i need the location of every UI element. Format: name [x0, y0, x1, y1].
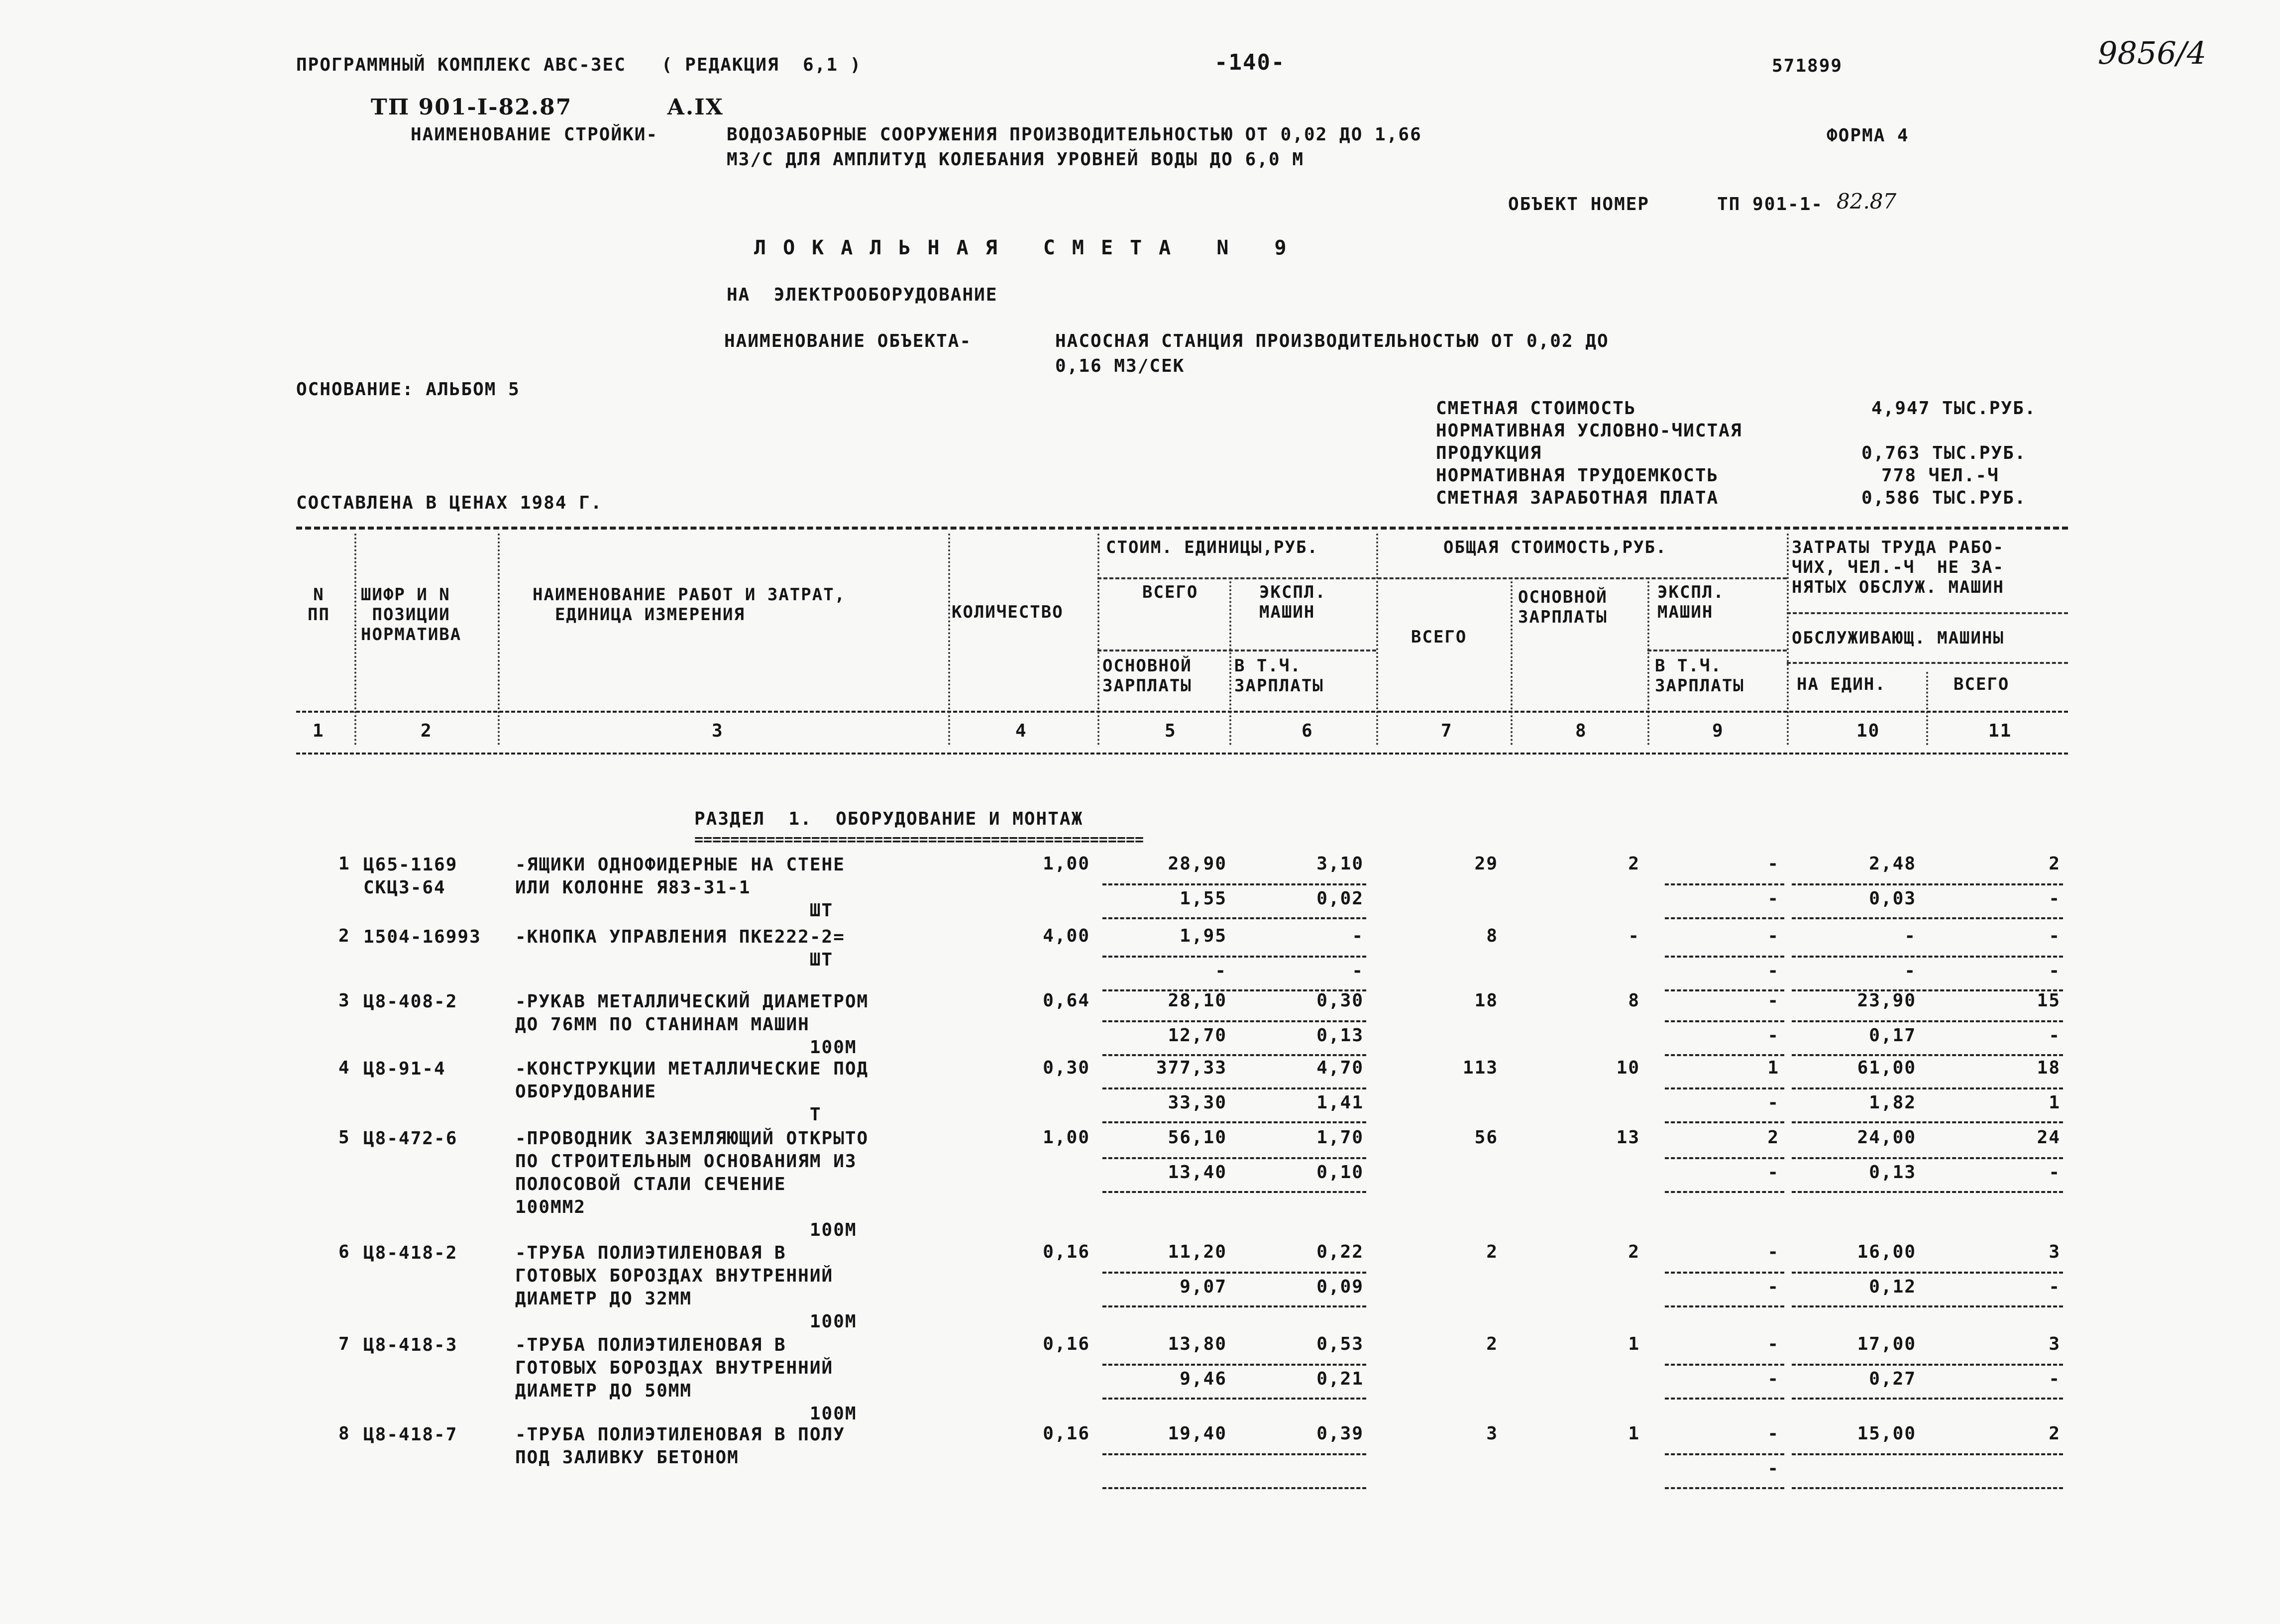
row-labor-divider [1792, 1398, 2063, 1400]
column-number: 9 [1712, 721, 1724, 741]
row-labor-total: 3 [2049, 1334, 2061, 1354]
row-code: 1504-16993 [363, 927, 481, 947]
row-number: 2 [338, 926, 350, 946]
row-service-total: - [2049, 888, 2061, 909]
row-total-incl-wage: - [1767, 1458, 1779, 1479]
row-mach-divider [1665, 989, 1784, 991]
object-number-handwritten: 82.87 [1837, 189, 1897, 214]
row-labor-unit: 16,00 [1857, 1242, 1916, 1262]
row-cost-divider [1102, 1305, 1366, 1307]
column-numbers-rule [296, 753, 2068, 755]
row-total-base-wage: 1 [1628, 1334, 1640, 1354]
row-unit-incl-wage: 0,10 [1316, 1162, 1364, 1183]
row-unit-total: 28,90 [1168, 854, 1227, 874]
row-service-unit: - [1904, 961, 1916, 981]
header-subrule [1097, 577, 1787, 579]
col-header-name: НАИМЕНОВАНИЕ РАБОТ И ЗАТРАТ, ЕДИНИЦА ИЗМЕРЕНИЯ [533, 585, 846, 625]
column-number: 7 [1441, 721, 1453, 741]
album-code: А.IX [667, 95, 724, 120]
header-bottom-rule [296, 711, 2068, 713]
row-total: 18 [1474, 990, 1498, 1011]
col-header-unit-machines: ЭКСПЛ. МАШИН [1259, 582, 1326, 622]
row-service-total: - [2049, 1025, 2061, 1046]
summary-value: 0,763 ТЫС.РУБ. [1861, 443, 2027, 463]
price-level: СОСТАВЛЕНА В ЦЕНАХ 1984 Г. [296, 493, 603, 513]
column-number: 3 [712, 721, 724, 741]
row-service-unit: 0,12 [1869, 1277, 1916, 1297]
row-total-machines: 1 [1767, 1058, 1779, 1078]
row-code: Ц8-408-2 [363, 991, 458, 1012]
summary-value: 0,586 ТЫС.РУБ. [1861, 488, 2027, 508]
row-service-unit: 0,03 [1869, 888, 1916, 909]
row-labor-divider [1792, 1272, 2063, 1274]
column-number: 8 [1575, 721, 1587, 741]
row-quantity: 0,64 [1043, 990, 1090, 1011]
row-quantity: 4,00 [1043, 926, 1090, 946]
row-name: -ПРОВОДНИК ЗАЗЕМЛЯЮЩИЙ ОТКРЫТО ПО СТРОИТЕЛЬНЫМ ОСНОВАНИЯМ ИЗ ПОЛОСОВОЙ СТАЛИ СЕЧЕНИЕ 100ММ2 100М [515, 1128, 869, 1240]
row-mach-divider [1665, 1054, 1784, 1056]
row-service-unit: 1,82 [1869, 1092, 1916, 1113]
row-labor-unit: 23,90 [1857, 990, 1916, 1011]
col-header-code: ШИФР И N ПОЗИЦИИ НОРМАТИВА [361, 585, 462, 645]
column-number: 4 [1015, 721, 1027, 741]
row-cost-divider [1102, 1191, 1366, 1193]
row-unit-machines: 0,30 [1316, 990, 1364, 1011]
row-cost-divider [1102, 1157, 1366, 1159]
row-unit-base-wage: - [1215, 961, 1227, 981]
column-divider [1229, 577, 1231, 745]
row-total-machines: - [1767, 926, 1779, 946]
row-unit-machines: - [1352, 926, 1364, 946]
col-header-number: N ПП [308, 585, 330, 625]
row-name: -ТРУБА ПОЛИЭТИЛЕНОВАЯ В ГОТОВЫХ БОРОЗДАХ ВНУТРЕННИЙ ДИАМЕТР ДО 50ММ 100М [515, 1335, 857, 1424]
row-total: 8 [1486, 926, 1498, 946]
column-number: 1 [313, 721, 325, 741]
section-underline: ================================================== [694, 831, 1144, 849]
row-labor-divider [1792, 989, 2063, 991]
row-number: 7 [338, 1334, 350, 1354]
object-number: ТП 901-1- [1717, 194, 1824, 215]
row-labor-divider [1792, 1157, 2063, 1159]
row-unit-machines: 0,22 [1316, 1242, 1364, 1262]
table-top-rule [296, 527, 2068, 530]
row-labor-total: 3 [2049, 1242, 2061, 1262]
row-total-incl-wage: - [1767, 1025, 1779, 1046]
page-number: -140- [1214, 50, 1286, 75]
estimate-subtitle: НА ЭЛЕКТРООБОРУДОВАНИЕ [727, 285, 998, 305]
row-labor-divider [1792, 1121, 2063, 1123]
row-total-machines: 2 [1767, 1127, 1779, 1148]
row-unit-machines: 0,39 [1316, 1423, 1364, 1444]
construction-line-2: М3/С ДЛЯ АМПЛИТУД КОЛЕБАНИЯ УРОВНЕЙ ВОДЫ ДО 6,0 М [727, 149, 1304, 170]
row-unit-base-wage: 9,46 [1180, 1369, 1227, 1389]
row-total-machines: - [1767, 854, 1779, 874]
row-labor-divider [1792, 1305, 2063, 1307]
row-total: 113 [1462, 1058, 1498, 1078]
row-cost-divider [1102, 1121, 1366, 1123]
row-cost-divider [1102, 1020, 1366, 1022]
row-quantity: 0,16 [1043, 1334, 1090, 1354]
row-service-total: - [2049, 1277, 2061, 1297]
header-subrule [1647, 650, 1787, 651]
row-total-base-wage: - [1628, 926, 1640, 946]
construction-line-1: ВОДОЗАБОРНЫЕ СООРУЖЕНИЯ ПРОИЗВОДИТЕЛЬНОСТЬЮ ОТ 0,02 ДО 1,66 [727, 124, 1422, 145]
col-header-labor: ЗАТРАТЫ ТРУДА РАБО- ЧИХ, ЧЕЛ.-Ч НЕ ЗА- НЯТЫХ ОБСЛУЖ. МАШИН [1792, 538, 2004, 597]
summary-label: НОРМАТИВНАЯ УСЛОВНО-ЧИСТАЯ [1436, 421, 1742, 441]
row-labor-unit: 2,48 [1869, 854, 1916, 874]
summary-label: ПРОДУКЦИЯ [1436, 443, 1542, 463]
row-service-unit: 0,13 [1869, 1162, 1916, 1183]
col-header-total-cost: ОБЩАЯ СТОИМОСТЬ,РУБ. [1443, 538, 1667, 557]
row-mach-divider [1665, 917, 1784, 919]
estimate-title: ЛОКАЛЬНАЯ СМЕТА N 9 [754, 236, 1303, 259]
object-name-line-2: 0,16 М3/СЕК [1055, 356, 1185, 376]
row-unit-total: 13,80 [1168, 1334, 1227, 1354]
row-total-base-wage: 8 [1628, 990, 1640, 1011]
column-number: 2 [421, 721, 433, 741]
col-header-labor-service: ОБСЛУЖИВАЮЩ. МАШИНЫ [1792, 628, 2004, 648]
row-mach-divider [1665, 1191, 1784, 1193]
col-header-labor-unit: НА ЕДИН. [1797, 674, 1886, 694]
row-name: -ЯЩИКИ ОДНОФИДЕРНЫЕ НА СТЕНЕ ИЛИ КОЛОННЕ Я83-31-1 ШТ [515, 855, 845, 921]
row-unit-incl-wage: - [1352, 961, 1364, 981]
row-labor-divider [1792, 883, 2063, 885]
row-labor-total: 2 [2049, 854, 2061, 874]
row-service-unit: 0,27 [1869, 1369, 1916, 1389]
row-service-unit: 0,17 [1869, 1025, 1916, 1046]
row-mach-divider [1665, 1157, 1784, 1159]
row-name: -КНОПКА УПРАВЛЕНИЯ ПКЕ222-2= ШТ [515, 927, 845, 970]
construction-label: НАИМЕНОВАНИЕ СТРОЙКИ- [411, 124, 658, 145]
row-labor-divider [1792, 917, 2063, 919]
tp-code: ТП 901-I-82.87 [371, 95, 572, 120]
row-labor-unit: 17,00 [1857, 1334, 1916, 1354]
row-name: -ТРУБА ПОЛИЭТИЛЕНОВАЯ В ПОЛУ ПОД ЗАЛИВКУ БЕТОНОМ [515, 1424, 845, 1468]
col-header-unit-cost: СТОИМ. ЕДИНИЦЫ,РУБ. [1106, 538, 1318, 557]
row-labor-divider [1792, 1453, 2063, 1455]
row-unit-total: 11,20 [1168, 1242, 1227, 1262]
row-total: 2 [1486, 1334, 1498, 1354]
summary-label: СМЕТНАЯ СТОИМОСТЬ [1436, 398, 1636, 419]
row-mach-divider [1665, 1487, 1784, 1489]
row-number: 5 [338, 1127, 350, 1148]
row-total-machines: - [1767, 1242, 1779, 1262]
row-mach-divider [1665, 1364, 1784, 1366]
row-total-incl-wage: - [1767, 1092, 1779, 1113]
row-code: Ц8-418-7 [363, 1424, 458, 1445]
row-total: 29 [1474, 854, 1498, 874]
row-labor-unit: 24,00 [1857, 1127, 1916, 1148]
row-unit-base-wage: 9,07 [1180, 1277, 1227, 1297]
column-divider [1511, 577, 1513, 745]
row-quantity: 1,00 [1043, 854, 1090, 874]
row-unit-machines: 3,10 [1316, 854, 1364, 874]
row-service-total: - [2049, 1369, 2061, 1389]
row-mach-divider [1665, 1453, 1784, 1455]
row-unit-total: 19,40 [1168, 1423, 1227, 1444]
row-total-machines: - [1767, 990, 1779, 1011]
row-cost-divider [1102, 917, 1366, 919]
row-unit-machines: 1,70 [1316, 1127, 1364, 1148]
row-number: 4 [338, 1058, 350, 1078]
row-labor-divider [1792, 1054, 2063, 1056]
row-cost-divider [1102, 956, 1366, 958]
row-mach-divider [1665, 1398, 1784, 1400]
row-labor-total: 15 [2037, 990, 2061, 1011]
row-unit-total: 377,33 [1156, 1058, 1227, 1078]
row-mach-divider [1665, 1121, 1784, 1123]
row-unit-incl-wage: 1,41 [1316, 1092, 1364, 1113]
row-total-incl-wage: - [1767, 1162, 1779, 1183]
row-cost-divider [1102, 1087, 1366, 1089]
row-total-base-wage: 1 [1628, 1423, 1640, 1444]
row-labor-total: 2 [2049, 1423, 2061, 1444]
header-subrule [1787, 612, 2068, 614]
row-total-base-wage: 2 [1628, 854, 1640, 874]
row-unit-base-wage: 13,40 [1168, 1162, 1227, 1183]
row-name: -ТРУБА ПОЛИЭТИЛЕНОВАЯ В ГОТОВЫХ БОРОЗДАХ ВНУТРЕННИЙ ДИАМЕТР ДО 32ММ 100М [515, 1243, 857, 1332]
row-mach-divider [1665, 1020, 1784, 1022]
summary-label: НОРМАТИВНАЯ ТРУДОЕМКОСТЬ [1436, 465, 1719, 486]
row-cost-divider [1102, 1272, 1366, 1274]
col-header-unit-base-wage: ОСНОВНОЙ ЗАРПЛАТЫ [1102, 656, 1192, 696]
row-mach-divider [1665, 1272, 1784, 1274]
row-unit-base-wage: 33,30 [1168, 1092, 1227, 1113]
row-labor-total: 24 [2037, 1127, 2061, 1148]
program-name: ПРОГРАММНЫЙ КОМПЛЕКС АВС-3ЕС ( РЕДАКЦИЯ 6,1 ) [296, 55, 862, 75]
row-name: -РУКАВ МЕТАЛЛИЧЕСКИЙ ДИАМЕТРОМ ДО 76ММ ПО СТАНИНАМ МАШИН 100М [515, 991, 869, 1058]
row-total-machines: - [1767, 1423, 1779, 1444]
row-total-incl-wage: - [1767, 1277, 1779, 1297]
row-quantity: 0,16 [1043, 1242, 1090, 1262]
row-labor-total: 18 [2037, 1058, 2061, 1078]
column-number: 5 [1165, 721, 1177, 741]
row-unit-total: 28,10 [1168, 990, 1227, 1011]
row-cost-divider [1102, 1487, 1366, 1489]
row-labor-divider [1792, 1487, 2063, 1489]
column-divider [1097, 534, 1099, 745]
row-number: 8 [338, 1423, 350, 1444]
row-cost-divider [1102, 1453, 1366, 1455]
object-name-line-1: НАСОСНАЯ СТАНЦИЯ ПРОИЗВОДИТЕЛЬНОСТЬЮ ОТ 0,02 ДО [1055, 331, 1609, 351]
row-code: Ц8-91-4 [363, 1059, 446, 1079]
row-total: 56 [1474, 1127, 1498, 1148]
row-unit-machines: 0,53 [1316, 1334, 1364, 1354]
row-number: 6 [338, 1242, 350, 1262]
object-number-label: ОБЪЕКТ НОМЕР [1508, 194, 1650, 215]
row-total: 2 [1486, 1242, 1498, 1262]
row-total-base-wage: 10 [1616, 1058, 1640, 1078]
col-header-total: ВСЕГО [1411, 627, 1467, 647]
row-quantity: 1,00 [1043, 1127, 1090, 1148]
row-mach-divider [1665, 1087, 1784, 1089]
row-total-base-wage: 2 [1628, 1242, 1640, 1262]
header-subrule [1787, 662, 2068, 664]
row-quantity: 0,30 [1043, 1058, 1090, 1078]
column-divider [1926, 672, 1928, 745]
row-mach-divider [1665, 883, 1784, 885]
row-labor-unit: - [1904, 926, 1916, 946]
row-mach-divider [1665, 1305, 1784, 1307]
form-label: ФОРМА 4 [1827, 125, 1909, 146]
col-header-unit-total: ВСЕГО [1142, 582, 1198, 602]
row-cost-divider [1102, 1398, 1366, 1400]
row-labor-total: - [2049, 926, 2061, 946]
basis: ОСНОВАНИЕ: АЛЬБОМ 5 [296, 379, 520, 400]
row-unit-incl-wage: 0,21 [1316, 1369, 1364, 1389]
row-labor-divider [1792, 1364, 2063, 1366]
row-total-incl-wage: - [1767, 1369, 1779, 1389]
row-unit-machines: 4,70 [1316, 1058, 1364, 1078]
col-header-labor-total: ВСЕГО [1954, 674, 2010, 694]
column-divider [1376, 534, 1378, 745]
row-unit-base-wage: 12,70 [1168, 1025, 1227, 1046]
column-divider [354, 534, 356, 745]
row-unit-incl-wage: 0,09 [1316, 1277, 1364, 1297]
row-number: 1 [338, 854, 350, 874]
col-header-total-machines: ЭКСПЛ. МАШИН [1657, 582, 1725, 622]
column-number: 10 [1856, 721, 1880, 741]
row-labor-divider [1792, 1191, 2063, 1193]
row-total-incl-wage: - [1767, 961, 1779, 981]
row-labor-unit: 15,00 [1857, 1423, 1916, 1444]
section-title: РАЗДЕЛ 1. ОБОРУДОВАНИЕ И МОНТАЖ [694, 809, 1084, 829]
column-number: 11 [1988, 721, 2012, 741]
col-header-quantity: КОЛИЧЕСТВО [952, 602, 1064, 622]
row-service-total: - [2049, 961, 2061, 981]
col-header-total-incl-wage: В Т.Ч. ЗАРПЛАТЫ [1655, 656, 1744, 696]
column-divider [948, 534, 950, 745]
row-service-total: - [2049, 1162, 2061, 1183]
col-header-unit-incl-wage: В Т.Ч. ЗАРПЛАТЫ [1234, 656, 1324, 696]
row-code: Ц8-472-6 [363, 1128, 458, 1149]
row-quantity: 0,16 [1043, 1423, 1090, 1444]
row-total: 3 [1486, 1423, 1498, 1444]
row-name: -КОНСТРУКЦИИ МЕТАЛЛИЧЕСКИЕ ПОД ОБОРУДОВАНИЕ Т [515, 1059, 869, 1125]
row-labor-unit: 61,00 [1857, 1058, 1916, 1078]
row-total-base-wage: 13 [1616, 1127, 1640, 1148]
summary-value: 778 ЧЕЛ.-Ч [1881, 465, 1999, 486]
row-unit-total: 56,10 [1168, 1127, 1227, 1148]
column-divider [1787, 534, 1789, 745]
row-cost-divider [1102, 1364, 1366, 1366]
col-header-total-base-wage: ОСНОВНОЙ ЗАРПЛАТЫ [1518, 587, 1608, 627]
document-code: 571899 [1772, 56, 1843, 76]
row-service-total: 1 [2049, 1092, 2061, 1113]
column-number: 6 [1302, 721, 1313, 741]
row-mach-divider [1665, 956, 1784, 958]
row-cost-divider [1102, 883, 1366, 885]
summary-value: 4,947 ТЫС.РУБ. [1871, 398, 2037, 419]
row-cost-divider [1102, 1054, 1366, 1056]
row-code: Ц65-1169 СКЦЗ-64 [363, 855, 458, 898]
row-unit-incl-wage: 0,02 [1316, 888, 1364, 909]
header-subrule [1097, 650, 1376, 651]
row-labor-divider [1792, 1087, 2063, 1089]
row-unit-base-wage: 1,55 [1180, 888, 1227, 909]
object-name-label: НАИМЕНОВАНИЕ ОБЪЕКТА- [724, 331, 972, 351]
row-total-incl-wage: - [1767, 888, 1779, 909]
row-unit-total: 1,95 [1180, 926, 1227, 946]
summary-label: СМЕТНАЯ ЗАРАБОТНАЯ ПЛАТА [1436, 488, 1719, 508]
row-number: 3 [338, 990, 350, 1011]
row-labor-divider [1792, 1020, 2063, 1022]
row-code: Ц8-418-2 [363, 1243, 458, 1263]
column-divider [498, 534, 500, 745]
row-total-machines: - [1767, 1334, 1779, 1354]
row-code: Ц8-418-3 [363, 1335, 458, 1355]
handwritten-number: 9856/4 [2098, 35, 2207, 71]
row-labor-divider [1792, 956, 2063, 958]
row-unit-incl-wage: 0,13 [1316, 1025, 1364, 1046]
column-divider [1647, 577, 1649, 745]
